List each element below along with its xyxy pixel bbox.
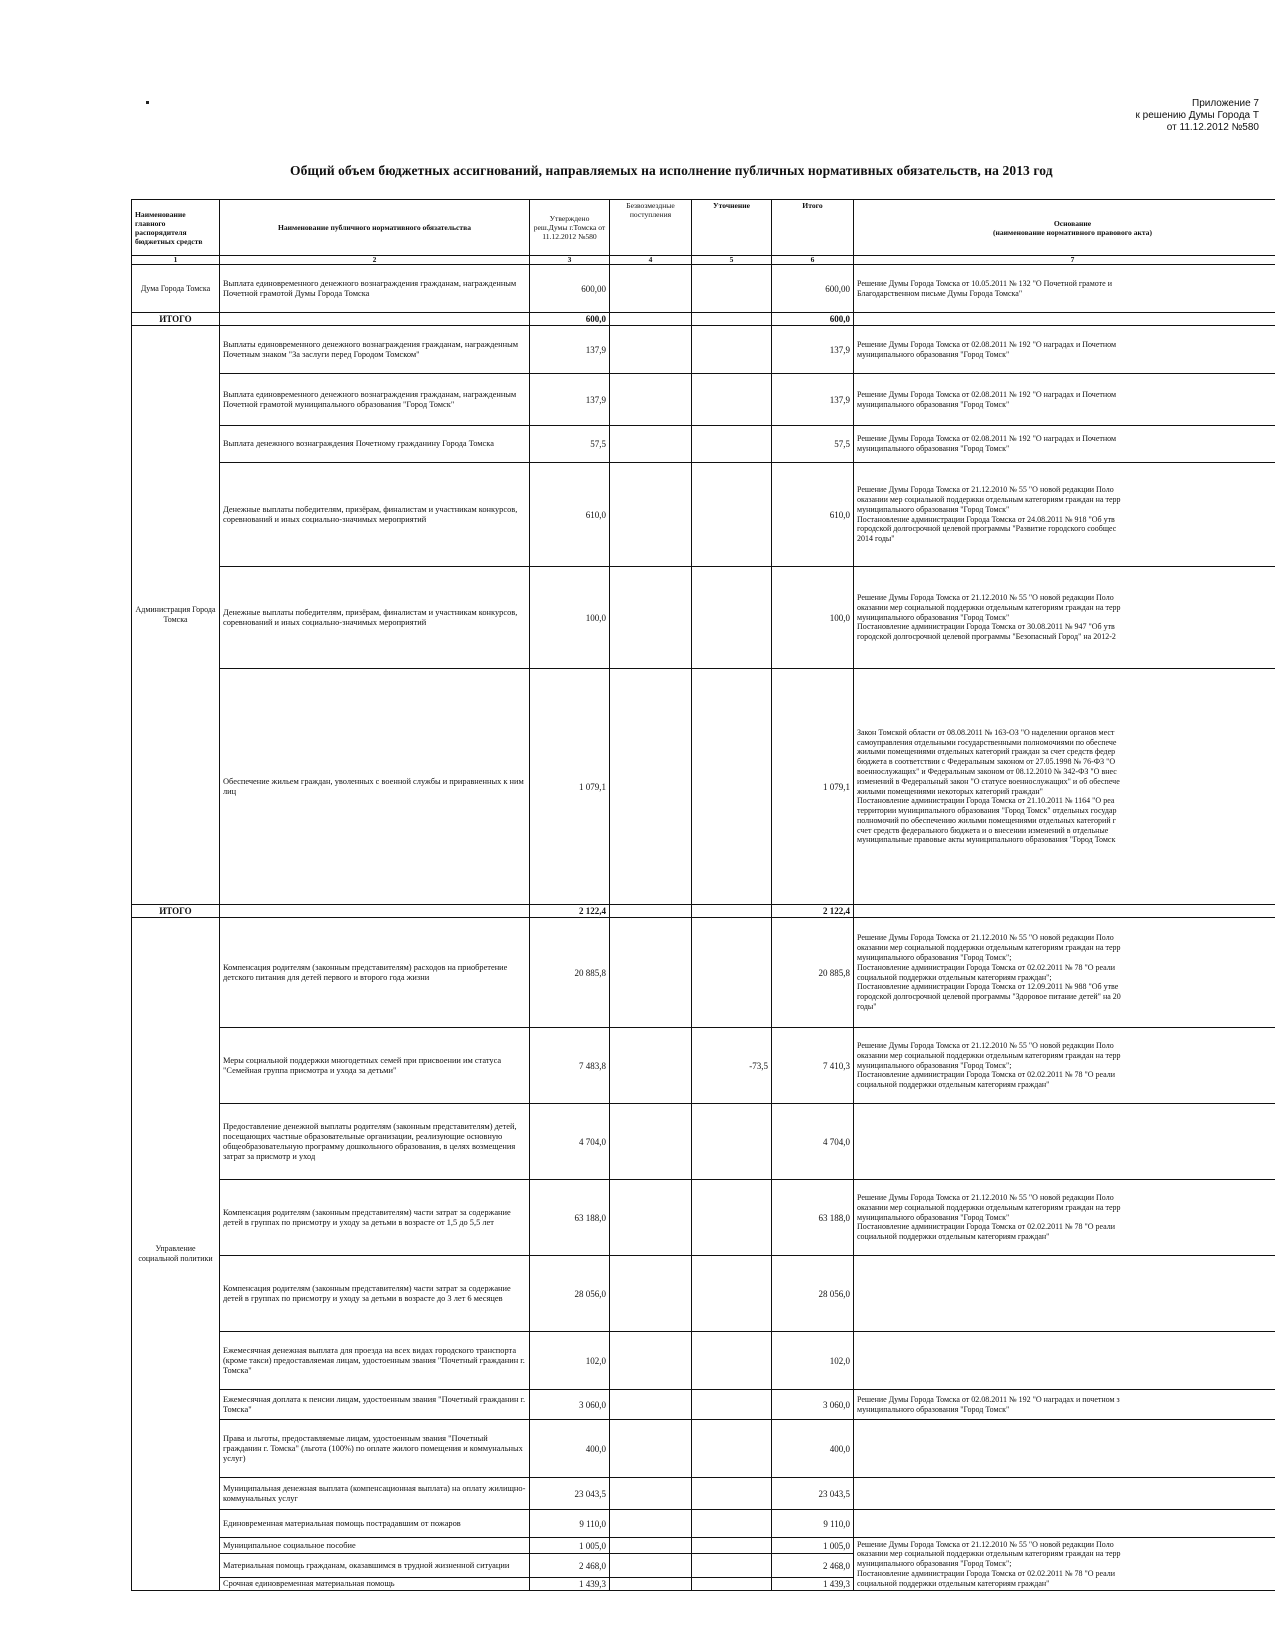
column-number: 7 xyxy=(854,256,1275,265)
obligation-name: Предоставление денежной выплаты родителям (законным представителям) детей, посещающих частные образовательные организации, реализующие основную общеобразовательную программу дошкольного образования, в целях возмещения затрат за присмотр и уход xyxy=(220,1104,530,1180)
total-value: 610,0 xyxy=(772,463,854,567)
basis-line: Решение Думы Города Томска от 21.12.2010 № 55 "О новой редакции Поло xyxy=(857,593,1114,602)
basis-text xyxy=(854,567,1275,669)
change-value xyxy=(692,1578,772,1591)
itogo-row xyxy=(132,313,1275,326)
basis-line: социальной поддержки отдельным категориям граждан" xyxy=(857,1578,1050,1588)
total-value: 1 079,1 xyxy=(772,669,854,905)
basis-text xyxy=(854,1104,1275,1180)
total-value: 100,0 xyxy=(772,567,854,669)
total-value: 20 885,8 xyxy=(772,918,854,1028)
basis-line: Постановление администрации Города Томска от 30.08.2011 № 947 "Об утв xyxy=(857,622,1115,632)
basis-line: муниципального образования "Город Томск" xyxy=(857,399,1010,409)
itogo-approved: 600,0 xyxy=(530,313,610,326)
grants-value xyxy=(610,374,692,426)
approved-value: 137,9 xyxy=(530,326,610,374)
header-obligation: Наименование публичного нормативного обязательства xyxy=(220,200,530,256)
table-row xyxy=(132,1478,1275,1510)
basis-line: 2014 годы" xyxy=(857,534,895,544)
basis-line: Решение Думы Города Томска от 21.12.2010 № 55 "О новой редакции Поло xyxy=(857,485,1114,495)
basis-line: оказании мер социальной поддержки отдельным категориям граждан на терр xyxy=(857,1050,1121,1060)
obligation-name: Ежемесячная денежная выплата для проезда на всех видах городского транспорта (кроме такси) предоставляемая лицам, удостоенным звания "Почетный гражданин г. Томска" xyxy=(220,1332,530,1390)
table-row xyxy=(132,1510,1275,1538)
basis-line: муниципального образования "Город Томск"; xyxy=(857,952,1012,962)
obligation-name: Материальная помощь гражданам, оказавшимся в трудной жизненной ситуации xyxy=(220,1554,530,1578)
grants-value xyxy=(610,1332,692,1390)
basis-text xyxy=(854,1180,1275,1256)
obligation-name: Выплата единовременного денежного вознаграждения гражданам, награжденным Почетной грамотой Думы Города Томска xyxy=(220,265,530,313)
column-number: 5 xyxy=(692,256,772,265)
obligation-name: Ежемесячная доплата к пенсии лицам, удостоенным звания "Почетный гражданин г. Томска" xyxy=(220,1390,530,1420)
change-value xyxy=(692,463,772,567)
grants-value xyxy=(610,1420,692,1478)
appendix-line-3: от 11.12.2012 №580 xyxy=(1166,122,1259,133)
basis-line: муниципального образования "Город Томск" xyxy=(857,504,1010,514)
basis-line: социальной поддержки отдельным категориям граждан" xyxy=(857,1232,1050,1242)
table-row xyxy=(132,463,1275,567)
grants-value xyxy=(610,1478,692,1510)
itogo-total: 600,0 xyxy=(772,313,854,326)
basis-line: самоуправления отдельными государственными полномочиями по обеспече xyxy=(857,737,1117,747)
total-value: 7 410,3 xyxy=(772,1028,854,1104)
header-total: Итого xyxy=(772,200,854,256)
obligations-table xyxy=(131,199,1275,1591)
grants-value xyxy=(610,1510,692,1538)
obligation-name: Муниципальная денежная выплата (компенсационная выплата) на оплату жилищно-коммунальных услуг xyxy=(220,1478,530,1510)
approved-value: 9 110,0 xyxy=(530,1510,610,1538)
total-value: 1 439,3 xyxy=(772,1578,854,1591)
grants-value xyxy=(610,1538,692,1554)
table-row xyxy=(132,918,1275,1028)
basis-text xyxy=(854,1256,1275,1332)
grants-value xyxy=(610,1554,692,1578)
total-value: 600,00 xyxy=(772,265,854,313)
basis-line: муниципального образования "Город Томск"; xyxy=(857,1559,1012,1569)
change-value xyxy=(692,1538,772,1554)
column-number: 1 xyxy=(132,256,220,265)
change-value xyxy=(692,1390,772,1420)
header-basis xyxy=(854,200,1275,256)
table-row xyxy=(132,567,1275,669)
basis-line: годы" xyxy=(857,1001,877,1011)
grants-value xyxy=(610,1028,692,1104)
obligation-name: Выплата единовременного денежного вознаграждения гражданам, награжденным Почетной грамотой муниципального образования "Город Томск" xyxy=(220,374,530,426)
total-value: 102,0 xyxy=(772,1332,854,1390)
itogo-label: ИТОГО xyxy=(132,905,220,918)
obligation-name: Срочная единовременная материальная помощь xyxy=(220,1578,530,1591)
table-row xyxy=(132,326,1275,374)
obligation-name: Выплаты единовременного денежного вознаграждения гражданам, награжденным Почетным знаком "За заслуги перед Городом Томском" xyxy=(220,326,530,374)
approved-value: 1 005,0 xyxy=(530,1538,610,1554)
basis-text xyxy=(854,265,1275,313)
total-value: 137,9 xyxy=(772,326,854,374)
org-administration: Администрация Города Томска xyxy=(132,326,220,905)
grants-value xyxy=(610,1104,692,1180)
change-value xyxy=(692,918,772,1028)
basis-line: муниципального образования "Город Томск" xyxy=(857,1404,1010,1414)
table-row xyxy=(132,669,1275,905)
basis-line: муниципального образования "Город Томск" xyxy=(857,1212,1010,1222)
obligation-name: Компенсация родителям (законным представителям) части затрат за содержание детей в группах по присмотру и уходу за детьми в возрасте до 3 лет 6 месяцев xyxy=(220,1256,530,1332)
basis-line: городской долгосрочной целевой программы "Здоровое питание детей" на 20 xyxy=(857,992,1121,1002)
grants-value xyxy=(610,918,692,1028)
change-value xyxy=(692,426,772,463)
total-value: 63 188,0 xyxy=(772,1180,854,1256)
change-value xyxy=(692,1554,772,1578)
basis-line: бюджета в соответствии с Федеральным законом от 27.05.1998 № 76-ФЗ "О xyxy=(857,757,1116,767)
grants-value xyxy=(610,265,692,313)
change-value xyxy=(692,1478,772,1510)
basis-line: городской долгосрочной целевой программы "Безопасный Город" на 2012-2 xyxy=(857,632,1116,642)
approved-value: 63 188,0 xyxy=(530,1180,610,1256)
header-grants: Безвозмездные поступления xyxy=(610,200,692,256)
table-row xyxy=(132,1028,1275,1104)
column-number: 3 xyxy=(530,256,610,265)
change-value xyxy=(692,374,772,426)
obligation-name: Обеспечение жильем граждан, уволенных с военной службы и приравненных к ним лиц xyxy=(220,669,530,905)
total-value: 3 060,0 xyxy=(772,1390,854,1420)
table-row xyxy=(132,1256,1275,1332)
basis-line: Постановление администрации Города Томска от 02.02.2011 № 78 "О реали xyxy=(857,1070,1116,1080)
basis-line: муниципального образования "Город Томск"; xyxy=(857,1060,1012,1070)
table-row xyxy=(132,1180,1275,1256)
obligation-name: Денежные выплаты победителям, призёрам, финалистам и участникам конкурсов, соревнований и иных социально-значимых мероприятий xyxy=(220,567,530,669)
basis-line: Постановление администрации Города Томска от 24.08.2011 № 918 "Об утв xyxy=(857,514,1115,524)
basis-line: муниципального образования "Город Томск" xyxy=(857,612,1010,622)
change-value xyxy=(692,669,772,905)
basis-line: Закон Томской области от 08.08.2011 № 163-ОЗ "О наделении органов мест xyxy=(857,727,1115,737)
grants-value xyxy=(610,463,692,567)
approved-value: 28 056,0 xyxy=(530,1256,610,1332)
header-basis-subtitle: (наименование нормативного правового акта) xyxy=(992,227,1153,237)
header-distributor: Наименование главного распорядителя бюджетных средств xyxy=(132,200,220,256)
basis-line: муниципальные правовые акты муниципального образования "Город Томск xyxy=(857,835,1116,845)
itogo-total: 2 122,4 xyxy=(772,905,854,918)
change-value xyxy=(692,1332,772,1390)
basis-line: изменений в Федеральный закон "О статусе военнослужащих" и об обеспече xyxy=(857,776,1120,786)
total-value: 2 468,0 xyxy=(772,1554,854,1578)
basis-line: Решение Думы Города Томска от 21.12.2010 № 55 "О новой редакции Поло xyxy=(857,1193,1114,1202)
change-value xyxy=(692,567,772,669)
basis-line: военнослужащих" и Федеральным законом от 08.12.2010 № 342-ФЗ "О внес xyxy=(857,766,1117,776)
basis-line: полномочий по обеспечению жилыми помещениями отдельных категорий г xyxy=(857,815,1116,825)
basis-line: Решение Думы Города Томска от 21.12.2010 № 55 "О новой редакции Поло xyxy=(857,1539,1114,1549)
basis-text xyxy=(854,426,1275,463)
basis-line: жилыми помещениями некоторых категорий граждан" xyxy=(857,786,1043,796)
approved-value: 23 043,5 xyxy=(530,1478,610,1510)
basis-text xyxy=(854,326,1275,374)
itogo-label: ИТОГО xyxy=(132,313,220,326)
basis-line: городской долгосрочной целевой программы "Развитие городского сообщес xyxy=(857,524,1117,534)
total-value: 1 005,0 xyxy=(772,1538,854,1554)
approved-value: 137,9 xyxy=(530,374,610,426)
basis-line: Решение Думы Города Томска от 02.08.2011 № 192 "О наградах и почетном з xyxy=(857,1394,1120,1404)
obligation-name: Компенсация родителям (законным представителям) расходов на приобретение детского питания для детей первого и второго года жизни xyxy=(220,918,530,1028)
header-change: Уточнение xyxy=(692,200,772,256)
total-value: 23 043,5 xyxy=(772,1478,854,1510)
appendix-note xyxy=(1136,98,1259,134)
basis-text xyxy=(854,1478,1275,1510)
basis-line: Решение Думы Города Томска от 02.08.2011 № 192 "О наградах и Почетном xyxy=(857,389,1117,399)
grants-value xyxy=(610,669,692,905)
basis-line: оказании мер социальной поддержки отдельным категориям граждан на терр xyxy=(857,943,1121,953)
grants-value xyxy=(610,1180,692,1256)
total-value: 4 704,0 xyxy=(772,1104,854,1180)
basis-text xyxy=(854,1332,1275,1390)
basis-text xyxy=(854,1538,1275,1591)
grants-value xyxy=(610,567,692,669)
approved-value: 610,0 xyxy=(530,463,610,567)
basis-text xyxy=(854,1390,1275,1420)
basis-line: Решение Думы Города Томска от 02.08.2011 № 192 "О наградах и Почетном xyxy=(857,434,1117,444)
itogo-approved: 2 122,4 xyxy=(530,905,610,918)
approved-value: 100,0 xyxy=(530,567,610,669)
table-row xyxy=(132,265,1275,313)
basis-line: социальной поддержки отдельным категориям граждан"; xyxy=(857,972,1052,982)
table-header-row xyxy=(132,200,1275,256)
approved-value: 7 483,8 xyxy=(530,1028,610,1104)
org-duma: Дума Города Томска xyxy=(132,265,220,313)
basis-line: Постановление администрации Города Томска от 02.02.2011 № 78 "О реали xyxy=(857,962,1116,972)
approved-value: 20 885,8 xyxy=(530,918,610,1028)
basis-line: оказании мер социальной поддержки отдельным категориям граждан на терр xyxy=(857,1549,1121,1559)
basis-line: Постановление администрации Города Томска от 02.02.2011 № 78 "О реали xyxy=(857,1222,1116,1232)
approved-value: 600,00 xyxy=(530,265,610,313)
obligation-name: Муниципальное социальное пособие xyxy=(220,1538,530,1554)
org-social-policy: Управление социальной политики xyxy=(132,918,220,1591)
total-value: 400,0 xyxy=(772,1420,854,1478)
change-value xyxy=(692,326,772,374)
basis-text xyxy=(854,1028,1275,1104)
obligation-name: Права и льготы, предоставляемые лицам, удостоенным звания "Почетный гражданин г. Томска" (льгота (100%) по оплате жилого помещения и коммунальных услуг) xyxy=(220,1420,530,1478)
table-row xyxy=(132,1390,1275,1420)
table-row xyxy=(132,374,1275,426)
basis-line: социальной поддержки отдельным категориям граждан" xyxy=(857,1080,1050,1090)
change-value xyxy=(692,1180,772,1256)
obligation-name: Денежные выплаты победителям, призёрам, финалистам и участникам конкурсов, соревнований и иных социально-значимых мероприятий xyxy=(220,463,530,567)
table-row xyxy=(132,1420,1275,1478)
approved-value: 1 079,1 xyxy=(530,669,610,905)
table-row xyxy=(132,1538,1275,1554)
grants-value xyxy=(610,326,692,374)
column-number: 6 xyxy=(772,256,854,265)
basis-line: муниципального образования "Город Томск" xyxy=(857,349,1010,359)
basis-text xyxy=(854,1420,1275,1478)
basis-line: оказании мер социальной поддержки отдельным категориям граждан на терр xyxy=(857,602,1121,612)
approved-value: 57,5 xyxy=(530,426,610,463)
basis-line: жилыми помещениями отдельных категорий граждан за счет средств федер xyxy=(857,747,1116,757)
grants-value xyxy=(610,1578,692,1591)
obligation-name: Выплата денежного вознаграждения Почетному гражданину Города Томска xyxy=(220,426,530,463)
grants-value xyxy=(610,1256,692,1332)
table-row xyxy=(132,1332,1275,1390)
basis-line: Постановление администрации Города Томска от 12.09.2011 № 988 "Об утве xyxy=(857,982,1119,992)
header-approved: Утверждено реш.Думы г.Томска от 11.12.2012 №580 xyxy=(530,200,610,256)
table-row xyxy=(132,1104,1275,1180)
basis-line: Постановление администрации Города Томска от 21.10.2011 № 1164 "О реа xyxy=(857,796,1115,806)
basis-line: оказании мер социальной поддержки отдельным категориям граждан на терр xyxy=(857,1202,1121,1212)
total-value: 28 056,0 xyxy=(772,1256,854,1332)
column-number: 2 xyxy=(220,256,530,265)
total-value: 57,5 xyxy=(772,426,854,463)
basis-line: Постановление администрации Города Томска от 02.02.2011 № 78 "О реали xyxy=(857,1568,1116,1578)
basis-text xyxy=(854,374,1275,426)
grants-value xyxy=(610,1390,692,1420)
grants-value xyxy=(610,426,692,463)
change-value: -73,5 xyxy=(692,1028,772,1104)
header-basis-title: Основание xyxy=(1053,218,1092,228)
basis-line: Решение Думы Города Томска от 21.12.2010 № 55 "О новой редакции Поло xyxy=(857,1041,1114,1050)
basis-line: Решение Думы Города Томска от 21.12.2010 № 55 "О новой редакции Поло xyxy=(857,933,1114,943)
approved-value: 3 060,0 xyxy=(530,1390,610,1420)
approved-value: 2 468,0 xyxy=(530,1554,610,1578)
column-number-row xyxy=(132,256,1275,265)
approved-value: 1 439,3 xyxy=(530,1578,610,1591)
table-row xyxy=(132,426,1275,463)
basis-line: оказании мер социальной поддержки отдельным категориям граждан на терр xyxy=(857,494,1121,504)
change-value xyxy=(692,1510,772,1538)
total-value: 9 110,0 xyxy=(772,1510,854,1538)
appendix-line-2: к решению Думы Города Т xyxy=(1135,110,1259,121)
appendix-line-1: Приложение 7 xyxy=(1192,98,1259,109)
basis-line: Благодарственном письме Думы Города Томска" xyxy=(857,288,1023,298)
obligation-name: Единовременная материальная помощь пострадавшим от пожаров xyxy=(220,1510,530,1538)
scan-speck xyxy=(146,101,149,104)
approved-value: 102,0 xyxy=(530,1332,610,1390)
approved-value: 400,0 xyxy=(530,1420,610,1478)
change-value xyxy=(692,1104,772,1180)
basis-text xyxy=(854,1510,1275,1538)
basis-line: муниципального образования "Город Томск" xyxy=(857,444,1010,453)
approved-value: 4 704,0 xyxy=(530,1104,610,1180)
column-number: 4 xyxy=(610,256,692,265)
basis-text xyxy=(854,463,1275,567)
basis-text xyxy=(854,918,1275,1028)
basis-line: Решение Думы Города Томска от 10.05.2011 № 132 "О Почетной грамоте и xyxy=(857,278,1112,288)
total-value: 137,9 xyxy=(772,374,854,426)
obligation-name: Меры социальной поддержки многодетных семей при присвоении им статуса "Семейная группа присмотра и ухода за детьми" xyxy=(220,1028,530,1104)
basis-line: счет средств федерального бюджета и о внесении изменений в отдельные xyxy=(857,825,1109,835)
obligation-name: Компенсация родителям (законным представителям) части затрат за содержание детей в группах по присмотру и уходу за детьми в возрасте от 1,5 до 5,5 лет xyxy=(220,1180,530,1256)
basis-line: территории муниципального образования "Город Томск" отдельных государ xyxy=(857,806,1117,816)
change-value xyxy=(692,1420,772,1478)
page-title: Общий объем бюджетных ассигнований, направляемых на исполнение публичных нормативных обязательств, на 2013 год xyxy=(290,163,1053,178)
basis-line: Решение Думы Города Томска от 02.08.2011 № 192 "О наградах и Почетном xyxy=(857,339,1117,349)
change-value xyxy=(692,265,772,313)
change-value xyxy=(692,1256,772,1332)
itogo-row xyxy=(132,905,1275,918)
basis-text xyxy=(854,669,1275,905)
